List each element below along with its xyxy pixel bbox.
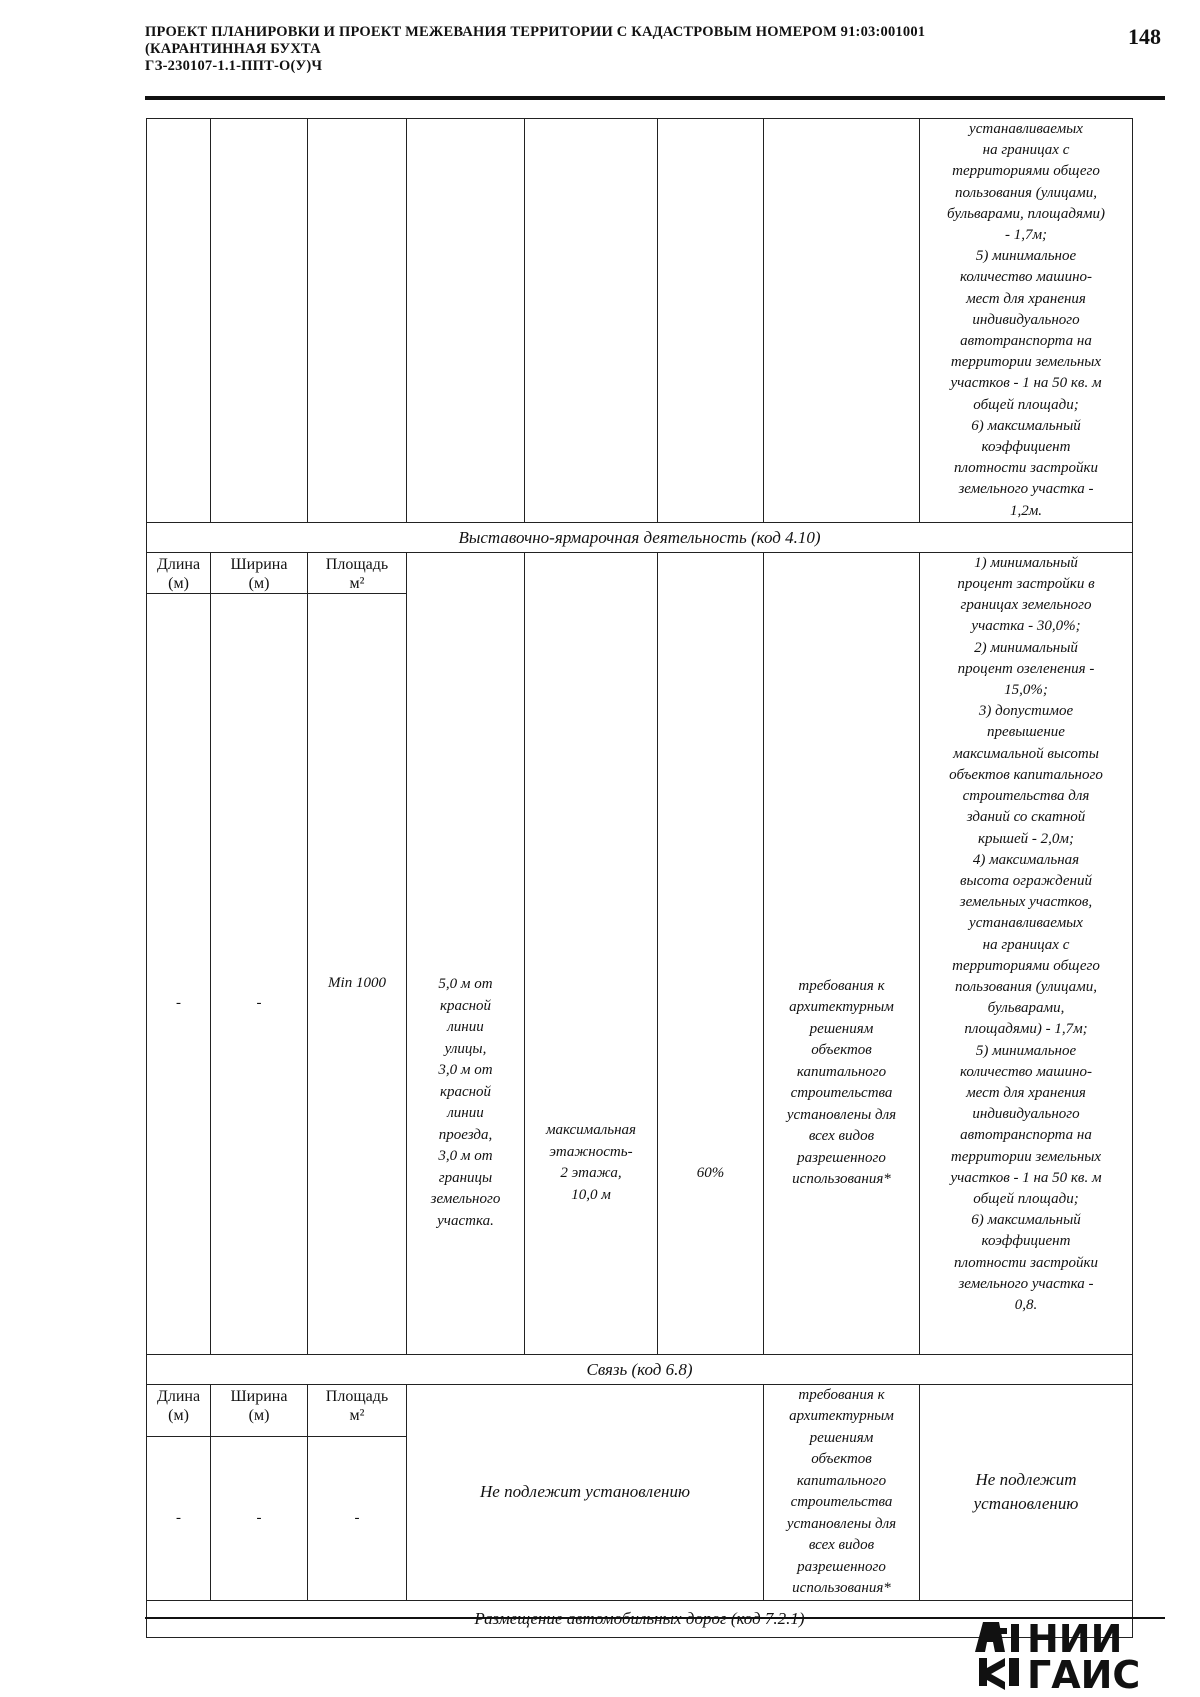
header-title-line1: ПРОЕКТ ПЛАНИРОВКИ И ПРОЕКТ МЕЖЕВАНИЯ ТЕРРИТОРИИ С КАДАСТРОВЫМ НОМЕРОМ 91:03:001001 (145, 24, 926, 40)
length-value: - (147, 593, 211, 1354)
table-cell (308, 119, 407, 523)
section-header-row (147, 522, 1133, 552)
table-cell (147, 119, 211, 523)
column-header-area: Площадь м² (308, 1384, 407, 1436)
not-set-cell: Не подлежит установлению (407, 1384, 764, 1600)
column-header-length: Длина (м) (147, 1384, 211, 1436)
header-title-line2: (КАРАНТИННАЯ БУХТА (145, 41, 321, 57)
column-header-width: Ширина (м) (211, 1384, 308, 1436)
width-value: - (211, 593, 308, 1354)
section-header-row (147, 1354, 1133, 1384)
table-cell (525, 119, 658, 523)
length-value: - (147, 1436, 211, 1600)
header-divider (145, 96, 1165, 100)
column-header-area: Площадь м² (308, 552, 407, 593)
document-header (145, 24, 1075, 75)
table-cell (211, 119, 308, 523)
height-cell: максимальная этажность- 2 этажа, 10,0 м (525, 552, 658, 1354)
header-document-code: ГЗ-230107-1.1-ППТ-О(У)Ч (145, 58, 323, 74)
table-row (147, 119, 1133, 523)
area-value: Min 1000 (308, 593, 407, 1354)
section-title-exhibition: Выставочно-ярмарочная деятельность (код 4.10) (147, 522, 1133, 552)
logo-text-bottom: ГАИС (1027, 1653, 1141, 1692)
table-cell (764, 119, 920, 523)
table-cell (407, 119, 525, 523)
table-cell (658, 119, 764, 523)
column-header-length: Длина (м) (147, 552, 211, 593)
continued-requirements: устанавливаемых на границах с территориями общего пользования (улицами, бульварами, площадями) - 1,7м; 5) минимальное количество машино- мест для хранения индивидуального автотранспорта на территории земельных участков - 1 на 50 кв. м общей площади; 6) максимальный коэффициент плотности застройки земельного участка - 1,2м. (920, 119, 1133, 523)
width-value: - (211, 1436, 308, 1600)
company-logo (975, 1618, 1175, 1692)
area-value: - (308, 1436, 407, 1600)
logo-text-top: НИИ (1027, 1618, 1123, 1661)
table-row (147, 552, 1133, 593)
page-number: 148 (1128, 24, 1161, 49)
section-title-communications: Связь (код 6.8) (147, 1354, 1133, 1384)
logo-mark-icon (975, 1618, 1175, 1692)
architecture-requirements-cell: требования к архитектурным решениям объектов капитального строительства установлены для всех видов разрешенного использования* (764, 1384, 920, 1600)
architecture-requirements-cell: требования к архитектурным решениям объектов капитального строительства установлены для всех видов разрешенного использования* (764, 552, 920, 1354)
regulations-table (146, 118, 1133, 1638)
table-row (147, 1384, 1133, 1436)
column-header-width: Ширина (м) (211, 552, 308, 593)
coverage-cell: 60% (658, 552, 764, 1354)
requirements-cell: Не подлежит установлению (920, 1384, 1133, 1600)
setbacks-cell: 5,0 м от красной линии улицы, 3,0 м от красной линии проезда, 3,0 м от границы земельного участка. (407, 552, 525, 1354)
requirements-cell: 1) минимальный процент застройки в границах земельного участка - 30,0%; 2) минимальный процент озеленения - 15,0%; 3) допустимое превышение максимальной высоты объектов капитального строительства для зданий со скатной крышей - 2,0м; 4) максимальная высота ограждений земельных участков, устанавливаемых на границах с территориями общего пользования (улицами, бульварами, площадями) - 1,7м; 5) минимальное количество машино- мест для хранения индивидуального автотранспорта на территории земельных участков - 1 на 50 кв. м общей площади; 6) максимальный коэффициент плотности застройки земельного участка - 0,8. (920, 552, 1133, 1354)
